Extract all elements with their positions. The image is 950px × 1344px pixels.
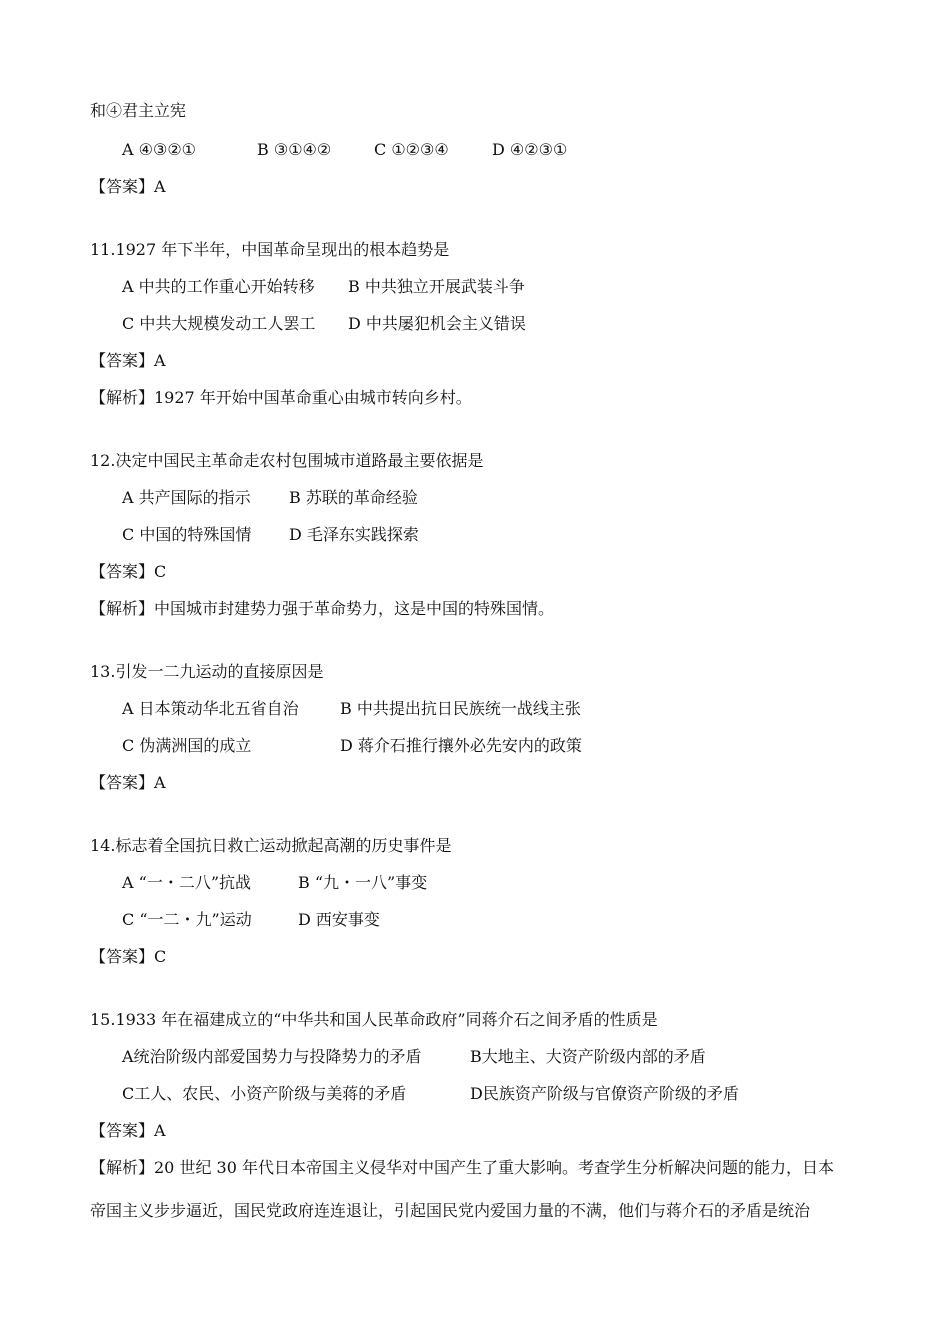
option-b: B大地主、大资产阶级内部的矛盾 [470,1047,706,1066]
explanation-q15-line-2: 帝国主义步步逼近，国民党政府连连退让，引起国民党内爱国力量的不满，他们与蒋介石的矛盾是统治 [90,1201,811,1220]
option-d: D 西安事变 [298,910,380,929]
option-d: D民族资产阶级与官僚资产阶级的矛盾 [470,1084,739,1103]
option-a: A ④③②① [122,140,197,159]
option-b: B 中共独立开展武装斗争 [348,277,525,296]
answer-q13: 【答案】A [90,773,166,792]
answer-q15: 【答案】A [90,1121,166,1140]
option-a: A 中共的工作重心开始转移 [122,277,315,296]
question-13: 13.引发一二九运动的直接原因是 [90,662,324,681]
answer-q11: 【答案】A [90,351,166,370]
options-row-q11-1 [122,276,525,298]
option-c: C工人、农民、小资产阶级与美蒋的矛盾 [122,1084,407,1103]
option-a: A 共产国际的指示 [122,488,251,507]
question-11: 11.1927 年下半年，中国革命呈现出的根本趋势是 [90,240,450,259]
option-b: B ③①④② [257,140,332,159]
question-14: 14.标志着全国抗日救亡运动掀起高潮的历史事件是 [90,836,452,855]
option-c: C 伪满洲国的成立 [122,736,252,755]
options-row-q15-2 [122,1083,739,1105]
options-row-q13-1 [122,698,581,720]
option-a: A 日本策动华北五省自治 [122,699,299,718]
options-row-q14-1 [122,872,428,894]
option-d: D ④②③① [492,140,568,159]
option-c: C ①②③④ [374,140,449,159]
explanation-q15-line-1: 【解析】20 世纪 30 年代日本帝国主义侵华对中国产生了重大影响。考查学生分析解决问题的能力，日本 [90,1158,834,1177]
option-b: B 苏联的革命经验 [289,488,418,507]
options-row-q15-1 [122,1046,706,1068]
option-b: B 中共提出抗日民族统一战线主张 [340,699,581,718]
option-d: D 蒋介石推行攘外必先安内的政策 [340,736,582,755]
answer-options-q10 [122,139,568,161]
options-row-q12-2 [122,524,419,546]
option-continuation: 和④君主立宪 [90,101,187,120]
explanation-q12: 【解析】中国城市封建势力强于革命势力，这是中国的特殊国情。 [90,599,555,618]
option-a: A统治阶级内部爱国势力与投降势力的矛盾 [122,1047,422,1066]
options-row-q13-2 [122,735,582,757]
question-12: 12.决定中国民主革命走农村包围城市道路最主要依据是 [90,451,484,470]
options-row-q11-2 [122,313,526,335]
option-a: A “一・二八”抗战 [122,873,252,892]
question-15: 15.1933 年在福建成立的“中华共和国人民革命政府”同蒋介石之间矛盾的性质是 [90,1010,658,1029]
answer-q12: 【答案】C [90,562,167,581]
option-d: D 中共屡犯机会主义错误 [348,314,526,333]
explanation-q11: 【解析】1927 年开始中国革命重心由城市转向乡村。 [90,388,472,407]
option-c: C 中共大规模发动工人罢工 [122,314,316,333]
answer-q10: 【答案】A [90,177,166,196]
answer-q14: 【答案】C [90,947,167,966]
options-row-q12-1 [122,487,418,509]
option-c: C “一二・九”运动 [122,910,252,929]
option-b: B “九・一八”事变 [298,873,428,892]
option-d: D 毛泽东实践探索 [289,525,419,544]
option-c: C 中国的特殊国情 [122,525,252,544]
options-row-q14-2 [122,909,380,931]
